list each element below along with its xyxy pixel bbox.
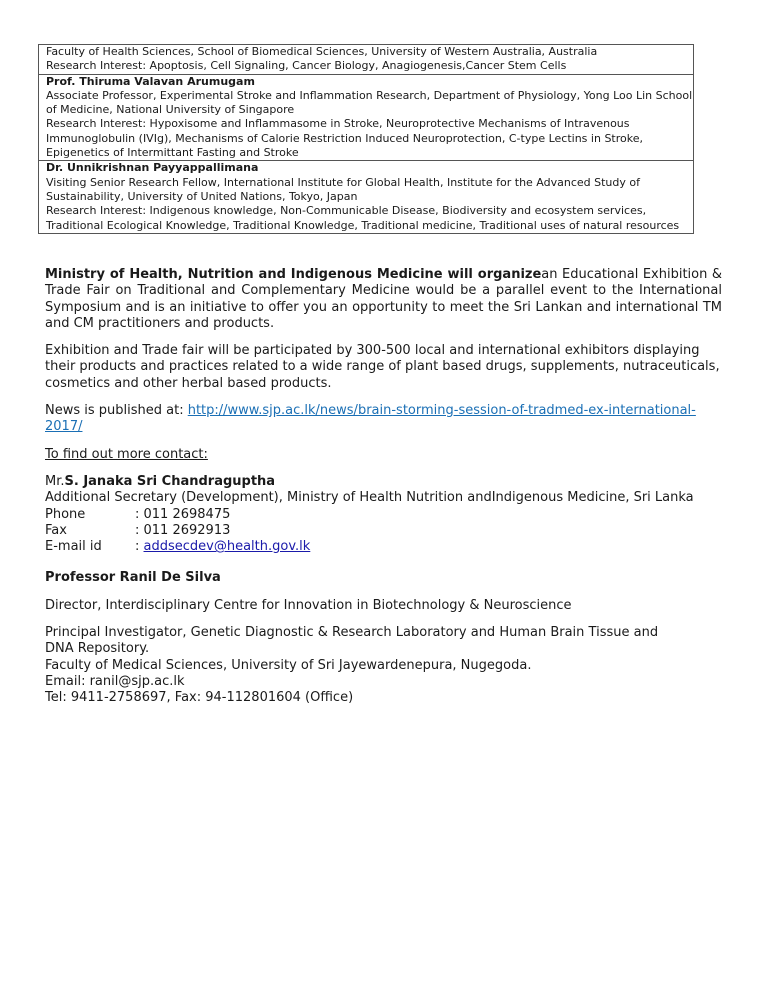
news-link[interactable]: http://www.sjp.ac.lk/news/brain-storming-session-of-tradmed-ex-international-2017/ [45, 403, 696, 435]
speaker-name: Prof. Thiruma Valavan Arumugam [46, 74, 255, 88]
table-row [39, 45, 693, 74]
secondary-pi: Principal Investigator, Genetic Diagnostic & Research Laboratory and Human Brain Tissue and DNA Repository. [45, 625, 659, 657]
affiliation: Associate Professor, Experimental Stroke and Inflammation Research, Department of Physiology, Yong Loo Lin School of Medicine, National University of Singapore [46, 88, 693, 117]
affiliation: Faculty of Health Sciences, School of Biomedical Sciences, University of Western Australia, Australia [46, 45, 598, 58]
fax-value: : 011 2692913 [135, 522, 231, 538]
secondary-tel: Tel: 9411-2758697, Fax: 94-112801604 (Office) [45, 690, 354, 706]
contact-name: S. Janaka Sri Chandraguptha [64, 473, 276, 489]
exhibition-text: an Educational Exhibition & Trade Fair on Traditional and Complementary Medicine would be a parallel event to the International Symposium and is an initiative to offer you an opportunity to meet the Sri Lankan and international TM and CM practitioners and products. [45, 267, 722, 331]
phone-label: Phone [45, 506, 86, 522]
participation-paragraph: Exhibition and Trade fair will be participated by 300-500 local and international exhibitors displaying their products and practices related to a wide range of plant based drugs, supplements, nutraceuticals, cosmetics and other herbal based products. [45, 343, 720, 391]
contact-name-line [45, 474, 722, 490]
table-row [39, 74, 693, 161]
email-link[interactable]: addsecdev@health.gov.lk [143, 539, 311, 555]
fax-row [45, 523, 722, 539]
primary-contact [45, 474, 722, 555]
speaker-name: Dr. Unnikrishnan Payyappallimana [46, 161, 259, 175]
news-label: News is published at: [45, 403, 188, 419]
contact-prefix: Mr. [45, 473, 65, 489]
secondary-contact-name: Professor Ranil De Silva [45, 570, 221, 586]
secondary-details [45, 625, 722, 706]
news-paragraph [45, 403, 722, 436]
speakers-table [38, 44, 694, 234]
email-label: E-mail id [45, 539, 102, 555]
contact-title: Additional Secretary (Development), Ministry of Health Nutrition andIndigenous Medicine, Sri Lanka [45, 490, 694, 506]
exhibition-paragraph [45, 267, 722, 332]
document-body [45, 267, 722, 707]
research-interest: Research Interest: Apoptosis, Cell Signaling, Cancer Biology, Anagiogenesis,Cancer Stem Cells [46, 59, 567, 73]
email-sep: : [135, 539, 144, 555]
table-row [39, 160, 693, 232]
email-row [45, 539, 722, 555]
phone-row [45, 507, 722, 523]
secondary-email: Email: ranil@sjp.ac.lk [45, 673, 185, 689]
phone-value: : 011 2698475 [135, 506, 231, 522]
organizer-bold: Ministry of Health, Nutrition and Indigenous Medicine will organize [45, 267, 542, 282]
secondary-director: Director, Interdisciplinary Centre for Innovation in Biotechnology & Neuroscience [45, 597, 572, 613]
fax-label: Fax [45, 522, 67, 538]
secondary-faculty: Faculty of Medical Sciences, University of Sri Jayewardenepura, Nugegoda. [45, 657, 532, 673]
research-interest: Research Interest: Indigenous knowledge, Non-Communicable Disease, Biodiversity and ecosystem services, Traditional Ecological Knowledge, Traditional Knowledge, Traditional medicine, Traditional uses of natural resources [46, 204, 680, 232]
affiliation: Visiting Senior Research Fellow, International Institute for Global Health, Institute for the Advanced Study of Sustainability, University of United Nations, Tokyo, Japan [46, 175, 640, 203]
research-interest: Research Interest: Hypoxisome and Inflammasome in Stroke, Neuroprotective Mechanisms of Intravenous Immunoglobulin (IVIg), Mechanisms of Calorie Restriction Induced Neuroprotection, C-type Lectins in Stroke, Epigenetics of Intermittant Fasting and Stroke [46, 117, 643, 160]
contact-heading: To find out more contact: [45, 446, 208, 462]
